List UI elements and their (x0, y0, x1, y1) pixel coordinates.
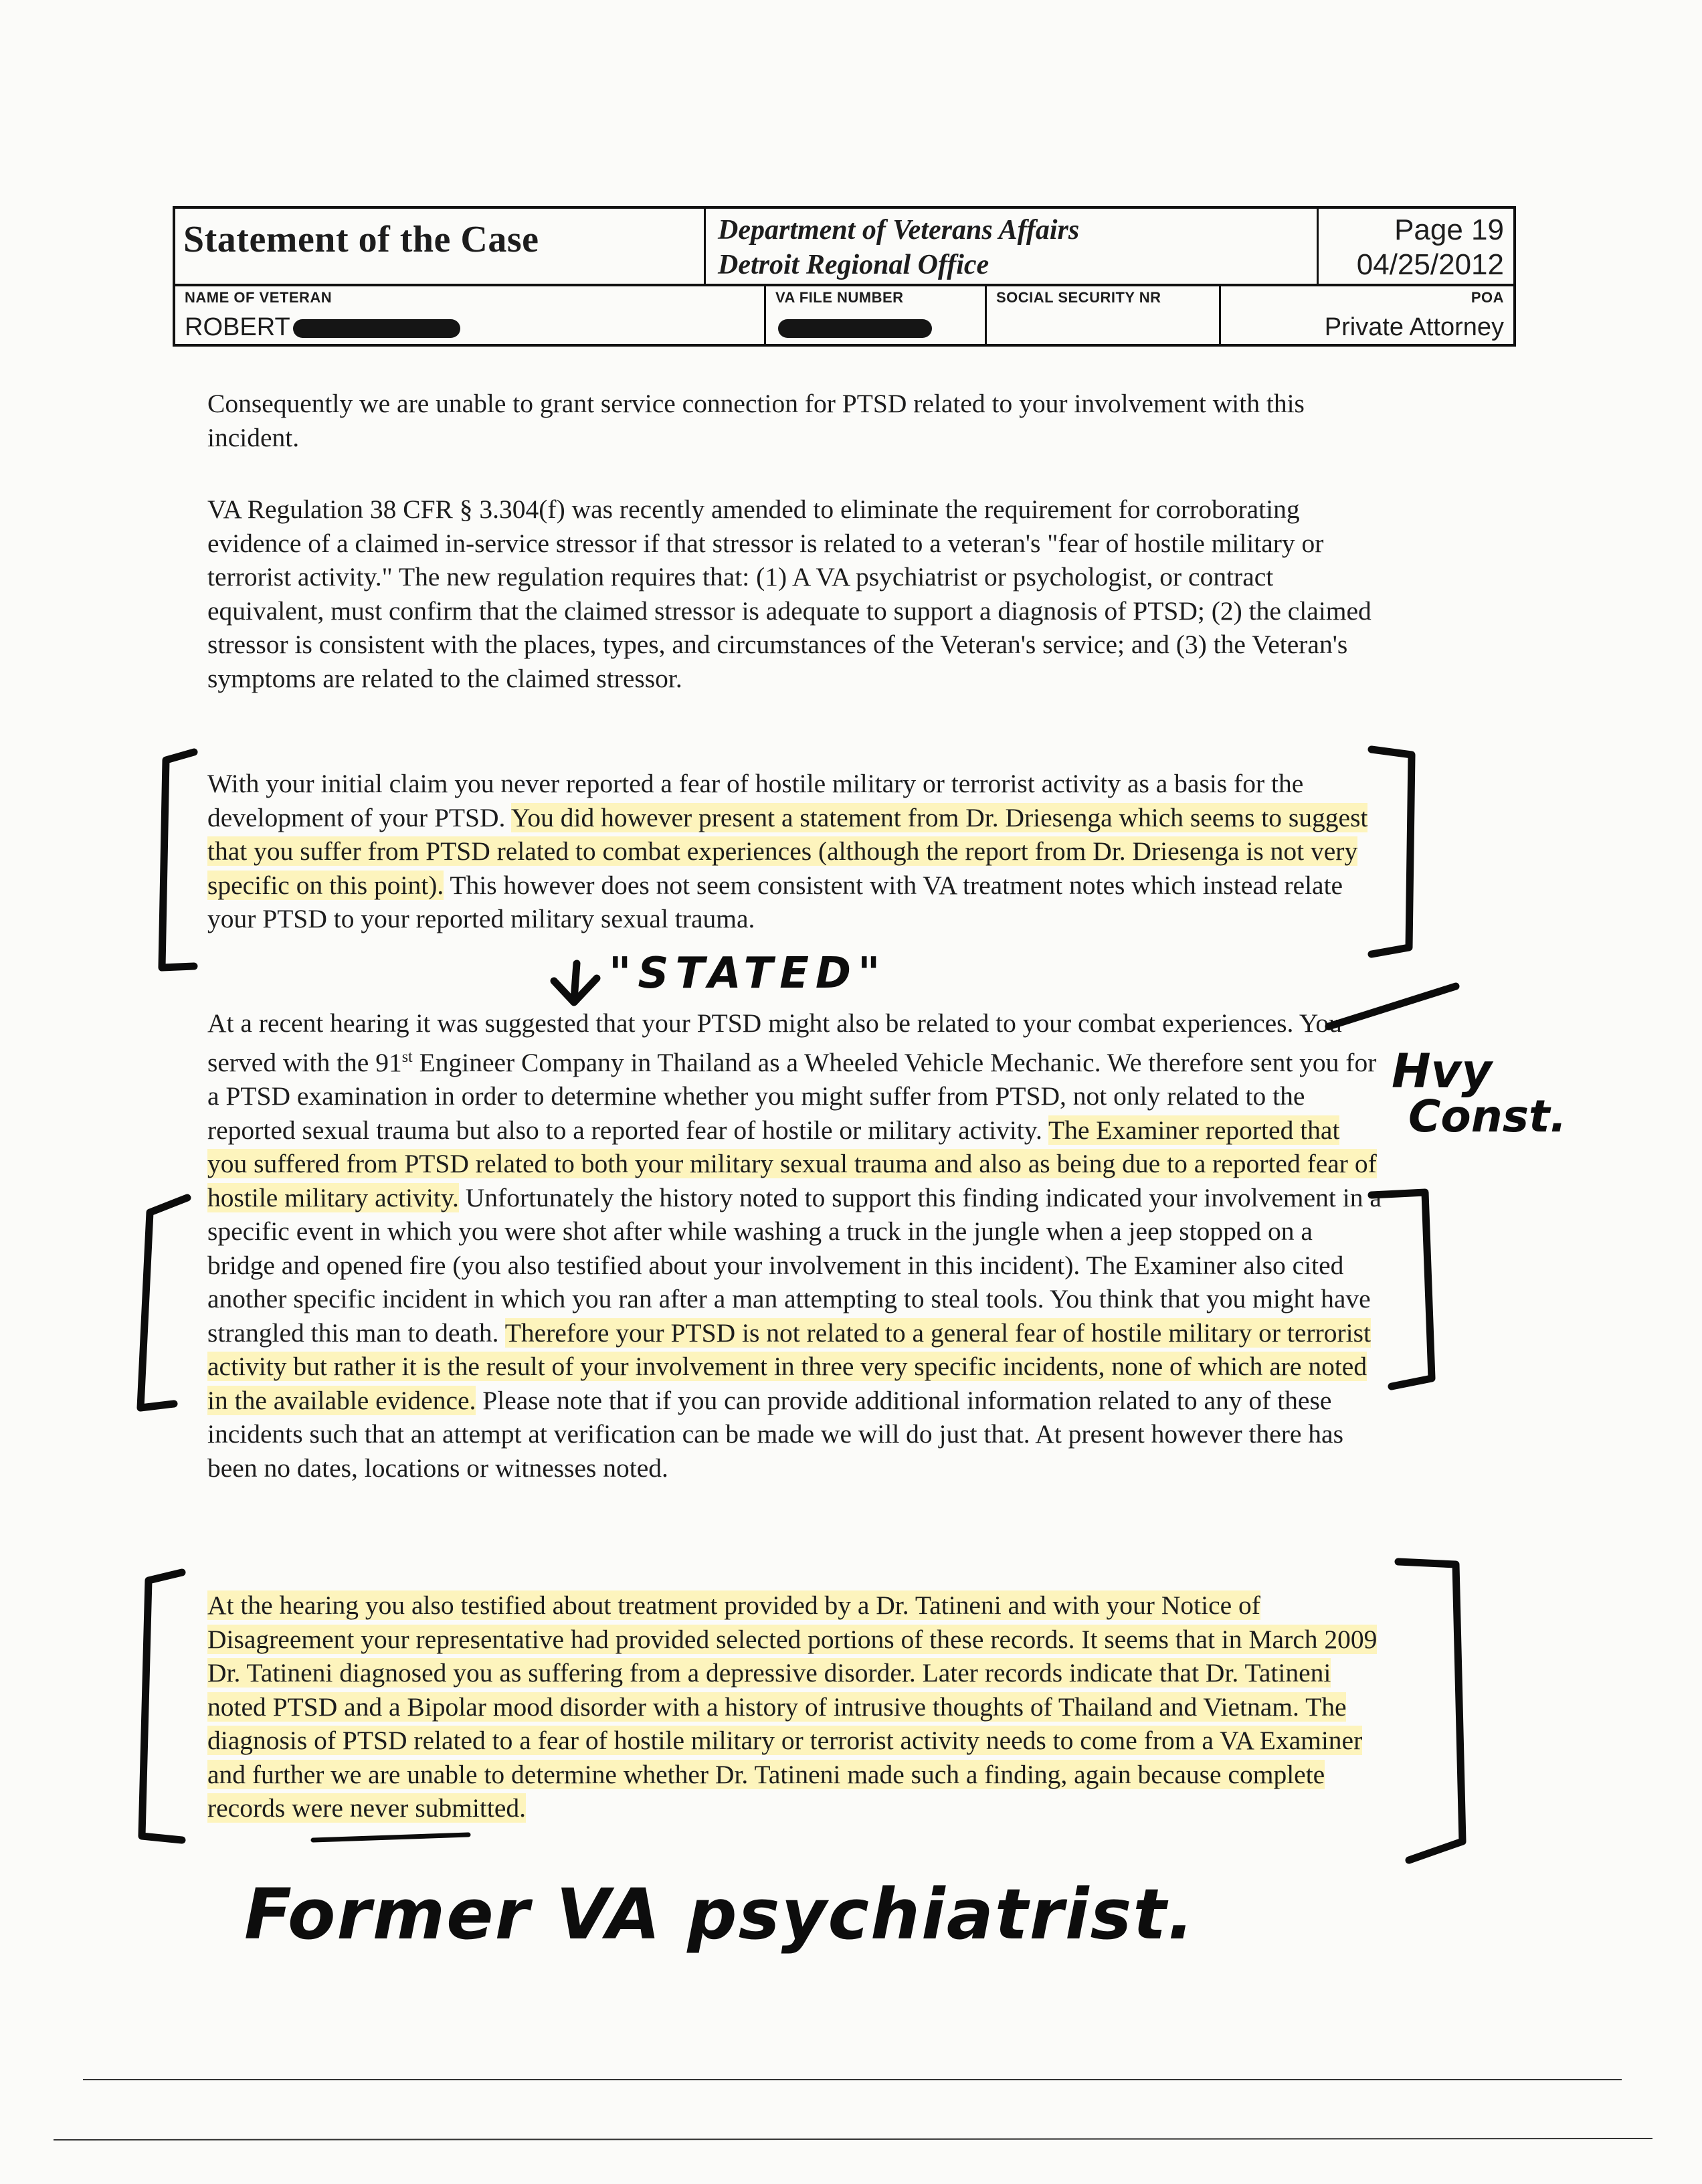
paragraph-5-highlight: At the hearing you also testified about treatment provided by a Dr. Tatineni and with your Notice of Disagreement your representative had provided selected portions of these records. It seems that in March 2009 Dr. Tatineni diagnosed you as suffering from a depressive disorder. Later records indicate that Dr. Tatineni noted PTSD and a Bipolar mood disorder with a history of intrusive thoughts of Thailand and Vietnam. The diagnosis of PTSD related to a fear of hostile military or terrorist activity needs to come from a VA Examiner and further we are unable to determine whether Dr. Tatineni made such a finding, again because complete records were never submitted. (207, 1590, 1378, 1823)
header-row-2 (175, 284, 1513, 347)
department-block (718, 213, 1079, 282)
paragraph-4-text-d: Unfortunately the history noted to support this finding indicated your involvement in a specific event in which you were shot after while washing a truck in the jungle when a jeep stopped on a bridge and opened fire (you also testified about your involvement in this incident). The Examiner also cited another specific incident in which you ran after a man attempting to steal tools. You think that you might have strangled this man to death. (207, 1182, 1382, 1348)
bracket-left-1 (162, 752, 194, 968)
page-number: Page 19 (1394, 213, 1504, 246)
bracket-right-3 (1398, 1562, 1462, 1860)
veteran-name-field (185, 313, 460, 342)
handwritten-note-line-2: Const. (1408, 1091, 1567, 1142)
document-date: 04/25/2012 (1356, 248, 1504, 281)
paragraph-3 (207, 767, 1385, 936)
poa-value: Private Attorney (1324, 313, 1504, 341)
paragraph-4-text-a: At a recent hearing it was suggested that your PTSD might also be related to your combat experiences. You served with the 91 (207, 1008, 1342, 1077)
redaction-mark (293, 319, 460, 338)
bracket-left-2 (140, 1198, 187, 1408)
ssn-cell (985, 284, 1219, 347)
file-number-cell (764, 284, 985, 347)
regional-office: Detroit Regional Office (718, 250, 989, 280)
poa-label: POA (1471, 289, 1504, 306)
veteran-name-cell (175, 284, 764, 347)
paragraph-3-highlight: You did however present a statement from Dr. Driesenga which seems to suggest that you suffer from PTSD related to combat experiences (although the report from Dr. Driesenga is not very specific on this point). (207, 802, 1368, 900)
veteran-name-value: ROBERT (185, 313, 290, 341)
veteran-name-label: NAME OF VETERAN (185, 289, 333, 306)
paragraph-2: VA Regulation 38 CFR § 3.304(f) was recently amended to eliminate the requirement for corroborating evidence of a claimed in-service stressor if that stressor is related to a veteran's "fear of hostile military or terrorist activity." The new regulation requires that: (1) A VA psychiatrist or psychologist, or contract equivalent, must confirm that the claimed stressor is adequate to support a diagnosis of PTSD; (2) the claimed stressor is consistent with the places, types, and circumstances of the Veteran's service; and (3) the Veteran's symptoms are related to the claimed stressor. (207, 494, 1372, 693)
paragraph-4-text-f: Please note that if you can provide additional information related to any of these incidents such that an attempt at verification can be made we will do just that. At present however there has been no dates, locations or witnesses noted. (207, 1385, 1343, 1483)
case-header (173, 206, 1516, 347)
paragraph-4 (207, 1006, 1385, 1485)
scan-line-2 (54, 2138, 1652, 2140)
paragraph-3-text-a: With your initial claim you never reported a fear of hostile military or terrorist activity as a basis for the development of your PTSD. (207, 769, 1304, 832)
paragraph-4-highlight-2: Therefore your PTSD is not related to a general fear of hostile military or terrorist activity but rather it is the result of your involvement in three very specific incidents, none of which are noted in the available evidence. (207, 1317, 1371, 1415)
handwritten-bottom-note: Former VA psychiatrist. (244, 1874, 1196, 1955)
header-row-1 (175, 209, 1513, 286)
superscript-st: st (401, 1048, 413, 1066)
paragraph-4-highlight-1: The Examiner reported that you suffered from PTSD related to both your military sexual trauma and also as being due to a reported fear of hostile military activity. (207, 1115, 1377, 1212)
department-cell (704, 209, 1317, 284)
underline-tatineni (313, 1835, 468, 1840)
file-number-field (775, 313, 932, 342)
page-cell (1317, 209, 1513, 284)
paragraph-1: Consequently we are unable to grant service connection for PTSD related to your involvement with this incident. (207, 389, 1305, 452)
ssn-label: SOCIAL SECURITY NR (996, 289, 1161, 306)
paragraph-5 (207, 1588, 1385, 1825)
page-info (1357, 213, 1504, 282)
department-name: Department of Veterans Affairs (718, 215, 1080, 246)
paragraph-4-text-b: Engineer Company in Thailand as a Wheeled Vehicle Mechanic. We therefore sent you for a PTSD examination in order to determine whether you might suffer from PTSD, not only related to the reported sexual trauma but also to a reported fear of hostile or military activity. (207, 1047, 1377, 1145)
form-title-cell (175, 209, 704, 284)
poa-cell (1219, 284, 1513, 347)
paragraph-3-text-c: This however does not seem consistent with VA treatment notes which instead relate your PTSD to your reported military sexual trauma. (207, 870, 1343, 933)
arrow-head (554, 978, 597, 1002)
file-number-label: VA FILE NUMBER (775, 289, 904, 306)
handwritten-stated: "STATED" (609, 949, 887, 998)
arrow-shaft (574, 964, 577, 1000)
redaction-mark (778, 319, 932, 338)
form-title: Statement of the Case (183, 219, 539, 260)
handwritten-note-line-1: Hvy (1392, 1044, 1492, 1099)
bracket-left-3 (142, 1572, 182, 1840)
